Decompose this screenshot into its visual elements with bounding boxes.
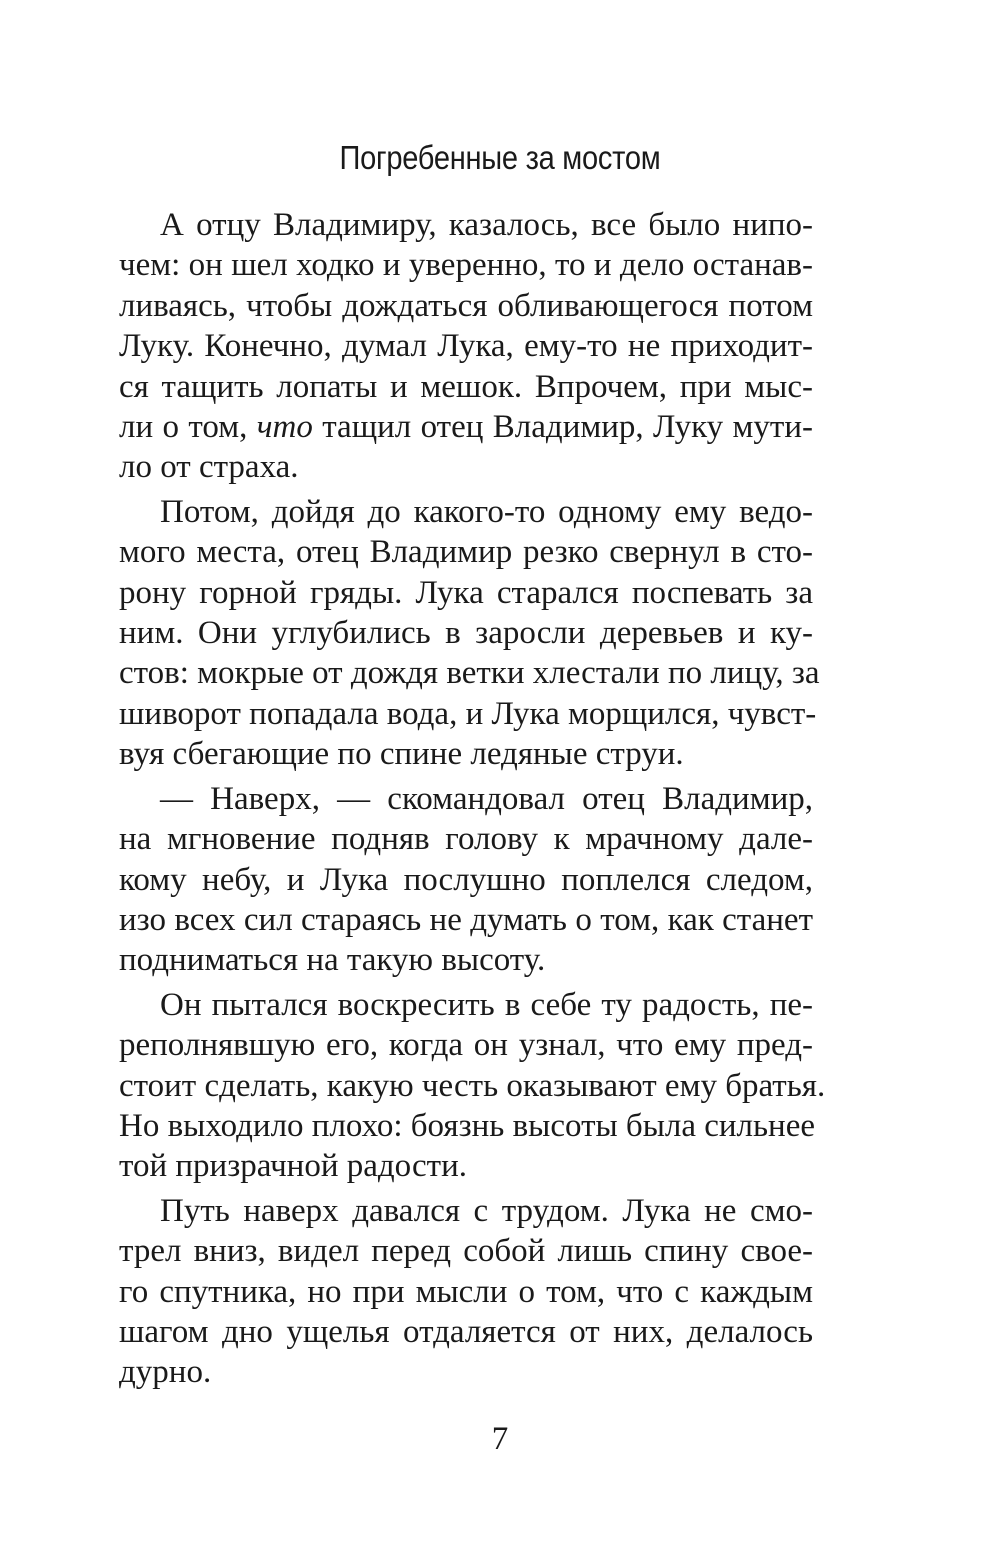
text-line [119,1025,813,1065]
line-segment: на мгновение подняв голову к мрачному дале- [119,821,813,858]
line-segment: стоит сделать, какую честь оказывают ему братья. [119,1067,826,1104]
line-segment: трел вниз, видел перед собой лишь спину свое- [119,1233,813,1270]
text-line [119,492,813,532]
page-number: 7 [491,1421,509,1457]
paragraph [119,779,813,981]
line-segment: вуя сбегающие по спине ледяные струи. [119,736,684,773]
line-segment: шагом дно ущелья отдаляется от них, делалось [119,1313,813,1350]
line-segment: реполнявшую его, когда он узнал, что ему пред- [119,1027,813,1064]
line-segment: ло от страха. [119,449,299,486]
text-line [119,985,813,1025]
line-segment: ся тащить лопаты и мешок. Впрочем, при мыс- [119,368,813,405]
line-segment: го спутника, но при мысли о том, что с каждым [119,1273,813,1310]
text-line [119,1066,826,1106]
line-segment: Но выходило плохо: боязнь высоты была сильнее [119,1107,816,1144]
line-segment: Луку. Конечно, думал Лука, ему-то не приходит- [119,328,813,365]
line-segment: ли о том, [119,409,257,446]
text-line [119,245,813,285]
text-line [119,734,813,774]
paragraph [119,205,813,488]
text-line [119,940,813,980]
line-segment: кому небу, и Лука послушно поплелся следом, [119,861,813,898]
paragraph [119,985,826,1187]
line-segment: дурно. [119,1354,212,1391]
line-segment: ливаясь, чтобы дождаться обливающегося потом [119,287,813,324]
line-segment: стов: мокрые от дождя ветки хлестали по лицу, за [119,655,820,692]
line-segment: рону горной гряды. Лука старался поспевать за [119,574,813,611]
line-segment: Путь наверх давался с трудом. Лука не смо- [160,1192,813,1229]
line-segment: ним. Они углубились в заросли деревьев и ку- [119,615,813,652]
paragraph [119,492,820,775]
line-segment: изо всех сил стараясь не думать о том, как станет [119,901,813,938]
emphasis-text: что [256,409,313,446]
text-line [119,286,813,326]
paragraph [119,1191,813,1393]
text-line [119,694,817,734]
line-segment: Он пытался воскресить в себе ту радость, пе- [160,986,813,1023]
text-line [119,1352,813,1392]
line-segment: мого места, отец Владимир резко свернул в сто- [119,534,813,571]
text-line [119,573,813,613]
text-line [119,900,813,940]
text-line [119,447,813,487]
text-line [119,407,813,447]
text-line [119,1272,813,1312]
line-segment: чем: он шел ходко и уверенно, то и дело останав- [119,247,813,284]
text-line [119,326,813,366]
line-segment: Потом, дойдя до какого-то одному ему ведо- [160,493,813,530]
text-line [119,1312,813,1352]
text-line [119,1191,813,1231]
line-segment: той призрачной радости. [119,1148,467,1185]
body-text [119,205,826,1397]
text-line [119,1231,813,1271]
line-segment: — Наверх, — скомандовал отец Владимир, [160,780,813,817]
text-line [119,860,813,900]
text-line [119,1106,816,1146]
text-line [119,1146,813,1186]
text-line [119,532,813,572]
text-line [119,613,813,653]
text-line [119,367,813,407]
text-line [119,205,813,245]
text-line [119,779,813,819]
line-segment: А отцу Владимиру, казалось, все было нипо- [160,207,813,243]
text-line [119,819,813,859]
running-head: Погребенные за мостом [339,139,661,176]
text-line [119,653,820,693]
line-segment: тащил отец Владимир, Луку мути- [312,409,813,446]
line-segment: шиворот попадала вода, и Лука морщился, чувст- [119,695,817,732]
line-segment: подниматься на такую высоту. [119,942,546,979]
